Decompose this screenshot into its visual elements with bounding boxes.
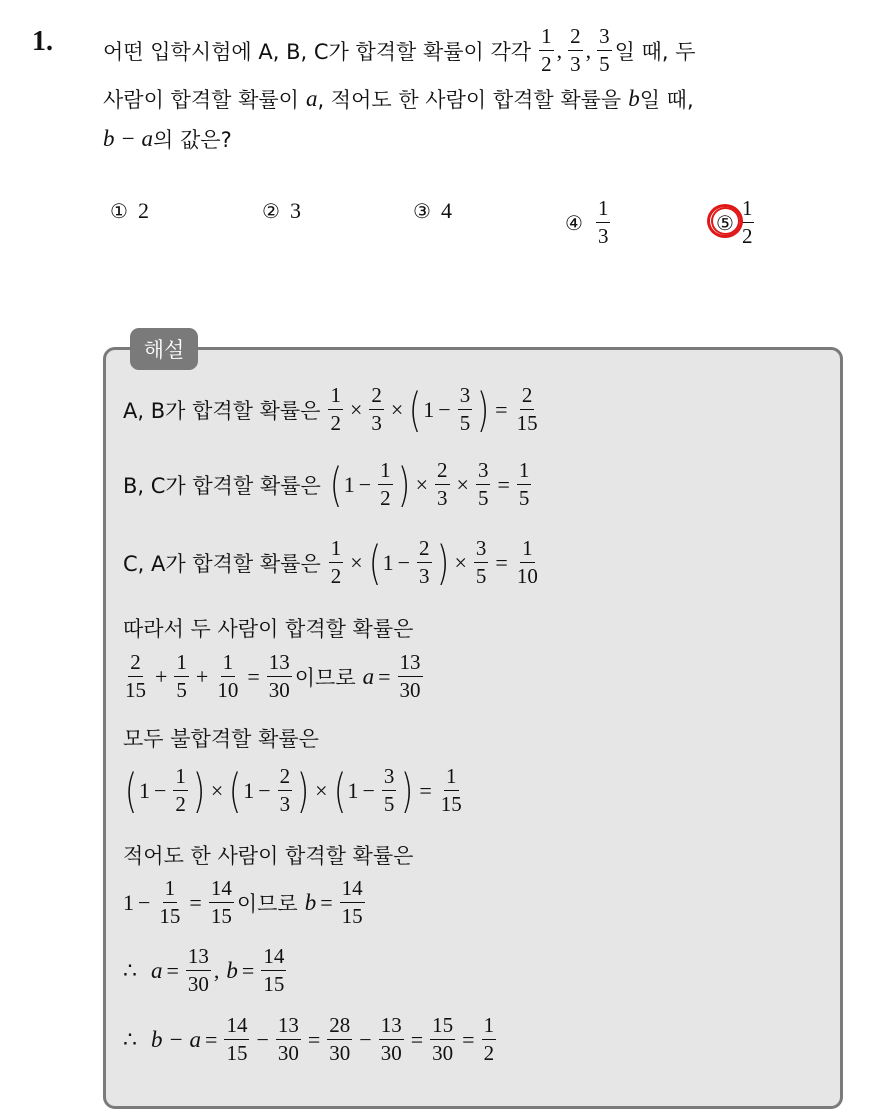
question-line-3: b − a 의 값은? [103, 126, 232, 152]
question-text-1: 어떤 입학시험에 A, B, C가 합격할 확률이 각각 [103, 39, 532, 64]
choice-2[interactable]: ② 3 [262, 198, 301, 223]
fraction: $\frac{1}{2}$ [741, 196, 753, 248]
fraction: $\frac{1}{3}$ [597, 196, 609, 248]
solution-line-2: B, C가 합격할 확률은 ( 1 − $\frac{1}{2}$ ) × $\frac{2}{3}$ × $\frac{3}{5}$ = $\frac{1}{5}$ [123, 457, 530, 512]
fraction: $\frac{2}{3}$ [570, 24, 581, 76]
choice-4[interactable]: ④ $\frac{1}{3}$ [565, 196, 609, 248]
choice-3[interactable]: ③ 4 [413, 198, 452, 223]
fraction: $\frac{3}{5}$ [599, 24, 610, 76]
fraction: $\frac{1}{2}$ [541, 24, 552, 76]
solution-line-3: C, A가 합격할 확률은 $\frac{1}{2}$ × ( 1 − $\frac{2}{3}$ ) × $\frac{3}{5}$ = $\frac{1}{10}$ [123, 535, 538, 590]
choice-1[interactable]: ① 2 [110, 198, 149, 223]
question-line-1: 어떤 입학시험에 A, B, C가 합격할 확률이 각각 $\frac{1}{2}$ , $\frac{2}{3}$ , $\frac{3}{5}$ 일 때, 두 [103, 24, 696, 76]
answer-circle-mark: ⑤ [716, 211, 734, 235]
solution-line-9: 1 − $\frac{1}{15}$ = $\frac{14}{15}$ 이므로 b = $\frac{14}{15}$ [123, 876, 363, 928]
solution-line-10: ∴ a = $\frac{13}{30}$ , b = $\frac{14}{15}$ [123, 944, 285, 996]
question-line-2: 사람이 합격할 확률이 a , 적어도 한 사람이 합격할 확률을 b 일 때, [103, 86, 694, 112]
solution-label: 해설 [130, 328, 198, 370]
question-text-1-tail: 일 때, 두 [614, 39, 696, 64]
solution-line-6: 모두 불합격할 확률은 [123, 727, 319, 751]
solution-line-5: $\frac{2}{15}$ + $\frac{1}{5}$ + $\frac{1}{10}$ = $\frac{13}{30}$ 이므로 a = $\frac{13}{30}$ [125, 650, 421, 702]
question-number: 1. [32, 26, 53, 57]
solution-line-7: ( 1 − $\frac{1}{2}$ ) × ( 1 − $\frac{2}{3}$ ) × ( 1 − $\frac{3}{5}$ ) = $\frac{1}{15}$ [124, 763, 462, 818]
solution-line-1: A, B가 합격할 확률은 $\frac{1}{2}$ × $\frac{2}{3}$ × ( 1 − $\frac{3}{5}$ ) = $\frac{2}{15}$ [123, 382, 538, 437]
solution-line-8: 적어도 한 사람이 합격할 확률은 [123, 844, 414, 868]
solution-line-11: ∴ b − a = $\frac{14}{15}$ − $\frac{13}{30}$ = $\frac{28}{30}$ − $\frac{13}{30}$ = $\frac{15}{30}$ = $\frac{1}{2}$ [123, 1013, 495, 1065]
choice-5-selected[interactable] [716, 198, 757, 247]
solution-line-4: 따라서 두 사람이 합격할 확률은 [123, 617, 414, 641]
